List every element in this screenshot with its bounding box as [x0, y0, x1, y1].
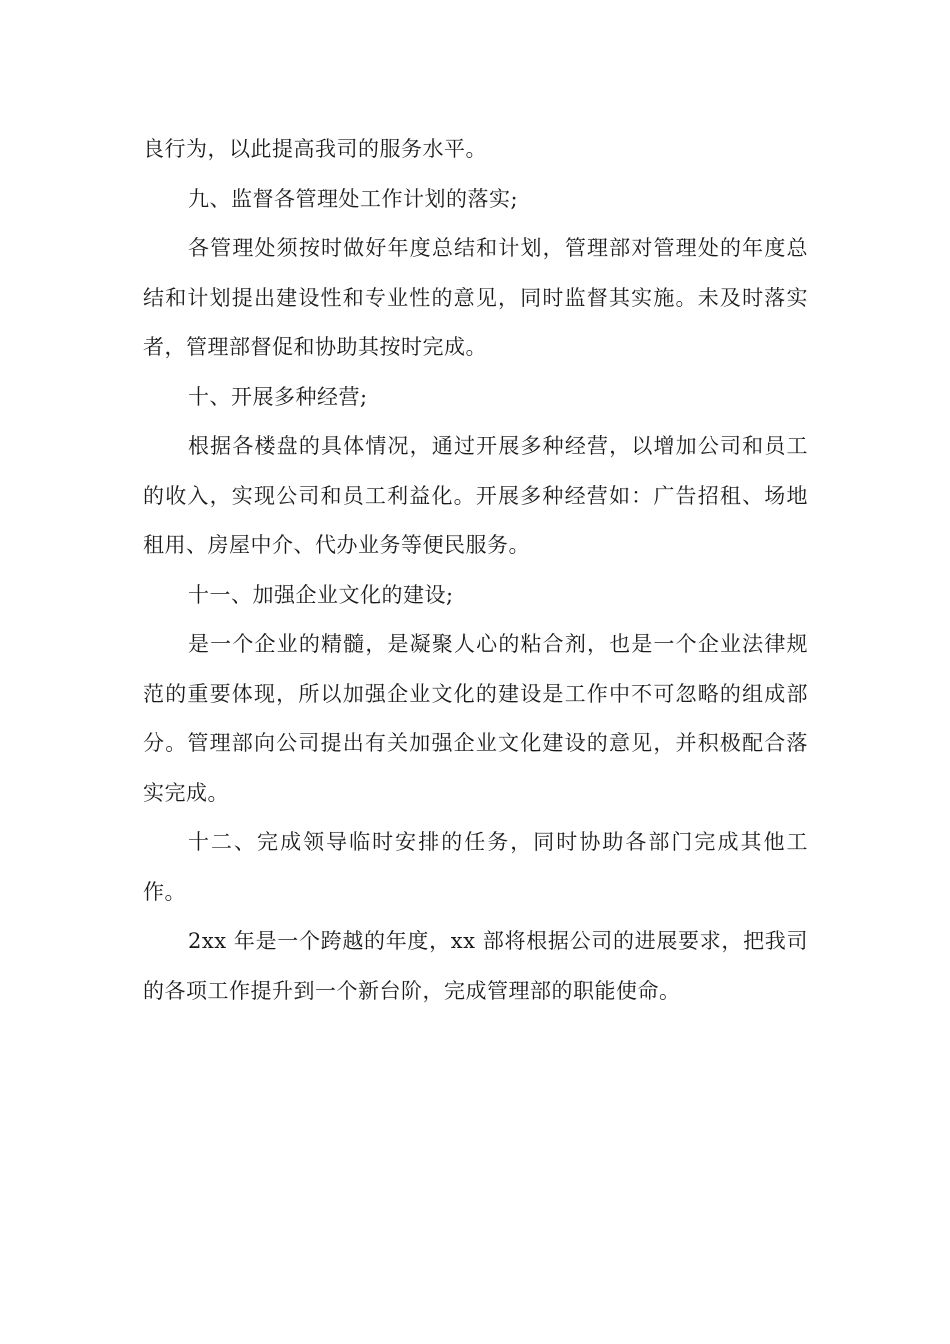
section-heading-9: 九、监督各管理处工作计划的落实; [188, 186, 519, 211]
document-body [143, 125, 808, 1016]
paragraph-continuation: 良行为，以此提高我司的服务水平。 [143, 137, 487, 161]
section-heading-11: 十一、加强企业文化的建设; [188, 582, 454, 607]
section-heading-10: 十、开展多种经营; [188, 384, 368, 409]
paragraph-closing: 2xx 年是一个跨越的年度，xx 部将根据公司的进展要求，把我司的各项工作提升到一个新台阶，完成管理部的职能使命。 [143, 929, 808, 1003]
paragraph-9-body: 各管理处须按时做好年度总结和计划，管理部对管理处的年度总结和计划提出建设性和专业性的意见，同时监督其实施。未及时落实者，管理部督促和协助其按时完成。 [143, 236, 808, 359]
paragraph-10-body: 根据各楼盘的具体情况，通过开展多种经营，以增加公司和员工的收入，实现公司和员工利益化。开展多种经营如：广告招租、场地租用、房屋中介、代办业务等便民服务。 [143, 434, 808, 557]
paragraph-11-body: 是一个企业的精髓，是凝聚人心的粘合剂，也是一个企业法律规范的重要体现，所以加强企业文化的建设是工作中不可忽略的组成部分。管理部向公司提出有关加强企业文化建设的意见，并积极配合落实完成。 [143, 632, 808, 805]
section-heading-12: 十二、完成领导临时安排的任务，同时协助各部门完成其他工作。 [143, 830, 808, 904]
